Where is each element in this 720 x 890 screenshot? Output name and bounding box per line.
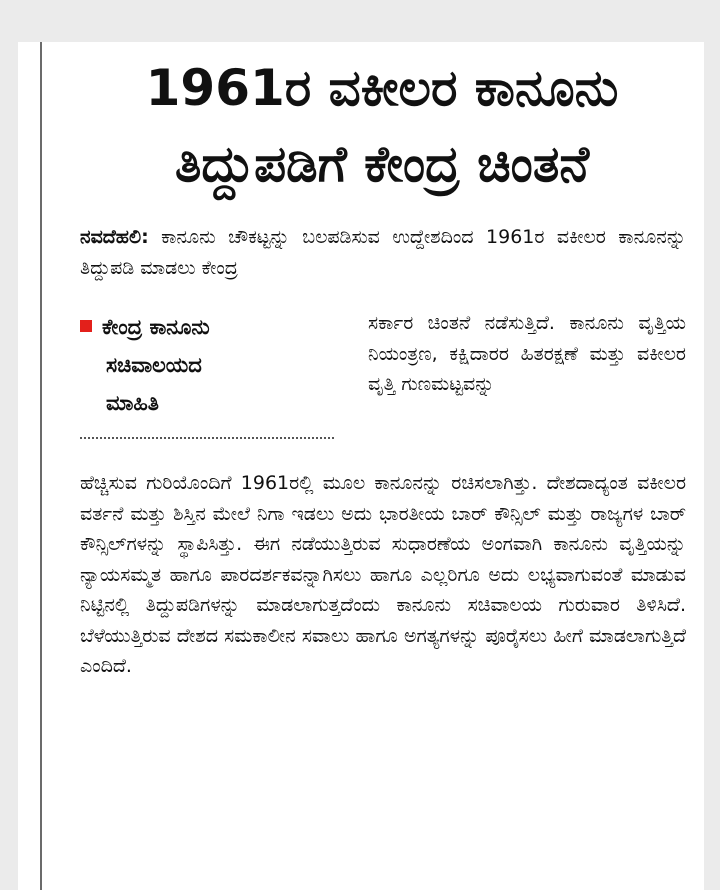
column-divider-rule — [40, 42, 42, 890]
intro-text: ಕಾನೂನು ಚೌಕಟ್ಟನ್ನು ಬಲಪಡಿಸುವ ಉದ್ದೇಶದಿಂದ 1961ರ ವಕೀಲರ ಕಾನೂನನ್ನು ತಿದ್ದುಪಡಿ ಮಾಡಲು ಕೇಂದ್ರ — [80, 226, 686, 279]
article-right-column: ಸರ್ಕಾರ ಚಿಂತನೆ ನಡೆಸುತ್ತಿದೆ. ಕಾನೂನು ವೃತ್ತಿಯ ನಿಯಂತ್ರಣ, ಕಕ್ಷಿದಾರರ ಹಿತರಕ್ಷಣೆ ಮತ್ತು ವಕೀಲರ ವೃತ್ತಿ ಗುಣಮಟ್ಟವನ್ನು — [368, 312, 686, 395]
article-body: ಹೆಚ್ಚಿಸುವ ಗುರಿಯೊಂದಿಗೆ 1961ರಲ್ಲಿ ಮೂಲ ಕಾನೂನನ್ನು ರಚಿಸಲಾಗಿತ್ತು. ದೇಶದಾದ್ಯಂತ ವಕೀಲರ ವರ್ತನೆ ಮತ್ತು ಶಿಸ್ತಿನ ಮೇಲೆ ನಿಗಾ ಇಡಲು ಅದು ಭಾರತೀಯ ಬಾರ್ ಕೌನ್ಸಿಲ್ ಮತ್ತು ರಾಜ್ಯಗಳ ಬಾರ್ ಕೌನ್ಸಿಲ್‌ಗಳನ್ನು ಸ್ಥಾಪಿಸಿತ್ತು. ಈಗ ನಡೆಯುತ್ತಿರುವ ಸುಧಾರಣೆಯ ಅಂಗವಾಗಿ ಕಾನೂನು ವೃತ್ತಿಯನ್ನು ನ್ಯಾಯಸಮ್ಮತ ಹಾಗೂ ಪಾರದರ್ಶಕವನ್ನಾಗಿಸಲು ಹಾಗೂ ಎಲ್ಲರಿಗೂ ಅದು ಲಭ್ಯವಾಗುವಂತೆ ಮಾಡುವ ನಿಟ್ಟಿನಲ್ಲಿ ತಿದ್ದುಪಡಿಗಳನ್ನು ಮಾಡಲಾಗುತ್ತದೆಂದು ಕಾನೂನು ಸಚಿವಾಲಯ ಗುರುವಾರ ತಿಳಿಸಿದೆ. ಬೆಳೆಯುತ್ತಿರುವ ದೇಶದ ಸಮಕಾಲೀನ ಸವಾಲು ಹಾಗೂ ಅಗತ್ಯಗಳನ್ನು ಪೂರೈಸಲು ಹೀಗೆ ಮಾಡಲಾಗುತ್ತಿದೆ ಎಂದಿದೆ. — [80, 472, 686, 677]
source-line-2: ಸಚಿವಾಲಯದ — [106, 353, 202, 377]
red-square-bullet-icon — [80, 320, 92, 332]
source-line-1: ಕೇಂದ್ರ ಕಾನೂನು — [80, 308, 338, 346]
article-headline — [60, 50, 704, 202]
dotted-separator — [80, 437, 334, 439]
headline-line-2: ತಿದ್ದುಪಡಿಗೆ ಕೇಂದ್ರ ಚಿಂತನೆ — [174, 135, 590, 193]
article-intro — [80, 222, 686, 283]
source-line-3: ಮಾಹಿತಿ — [106, 391, 159, 415]
dateline: ನವದೆಹಲಿ: — [80, 226, 149, 248]
source-box — [80, 308, 338, 422]
headline-line-1: 1961ರ ವಕೀಲರ ಕಾನೂನು — [145, 59, 619, 117]
